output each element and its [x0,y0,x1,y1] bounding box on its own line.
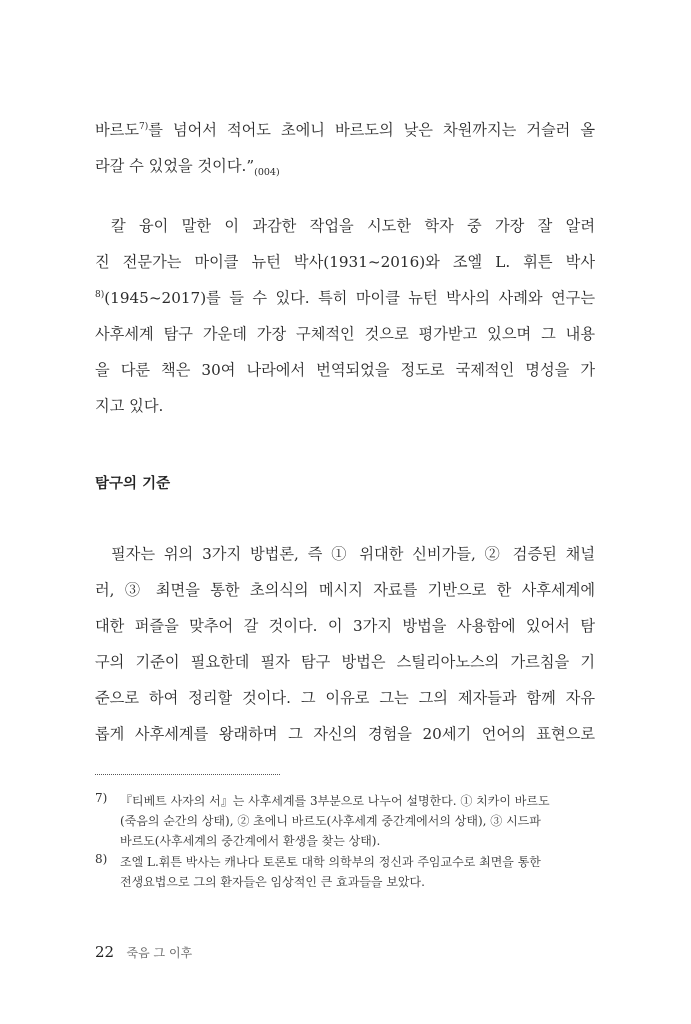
page-number: 22 [95,943,115,961]
running-title: 죽음 그 이후 [126,946,193,960]
text-run: (1945~2017)를 들 수 있다. 특히 마이클 뉴턴 박사의 사례와 연구는 [104,289,595,307]
text-run: 를 넘어서 적어도 초에니 바르도의 낮은 차원까지는 거슬러 올 [148,121,595,139]
footnote-separator [95,774,280,775]
text-line: 대한 퍼즐을 맞추어 갈 것이다. 이 3가지 방법을 사용함에 있어서 탐 [95,617,595,635]
paragraph-criteria [95,536,595,752]
text-line: 필자는 위의 3가지 방법론, 즉 ① 위대한 신비가들, ② 검증된 채널 [111,545,595,563]
footnote-line: 전생요법으로 그의 환자들은 임상적인 큰 효과들을 보았다. [120,875,425,889]
section-heading: 탐구의 기준 [95,476,171,492]
footnote-number: 8) [95,852,108,866]
text-line [95,148,595,184]
text-line: 진 전문가는 마이클 뉴턴 박사(1931~2016)와 조엘 L. 휘튼 박사 [95,253,595,271]
paragraph-researchers [95,208,595,424]
text-line: 준으로 하여 정리할 것이다. 그 이유로 그는 그의 제자들과 함께 자유 [95,689,595,707]
footnote-number: 7) [95,791,108,805]
footnote-ref-7: 7) [139,121,149,132]
text-line: 을 다룬 책은 30여 나라에서 번역되었을 정도로 국제적인 명성을 가 [95,361,595,379]
citation-ref: (004) [254,167,280,179]
page-footer [95,943,192,961]
footnote-ref-8: 8) [95,289,105,300]
footnote-line: (죽음의 순간의 상태), ② 초에니 바르도(사후세계 중간계에서의 상태), ③ 시드파 [120,814,541,828]
footnote-line: 조엘 L.휘튼 박사는 캐나다 토론토 대학 의학부의 정신과 주임교수로 최면을 통한 [120,855,541,869]
text-line: 칼 융이 말한 이 과감한 작업을 시도한 학자 중 가장 잘 알려 [111,217,595,235]
text-run: 라갈 수 있었을 것이다.” [95,157,255,175]
footnote-body [120,852,595,892]
text-line: 러, ③ 최면을 통한 초의식의 메시지 자료를 기반으로 한 사후세계에 [95,581,595,599]
text-line: 지고 있다. [95,397,164,415]
text-line: 롭게 사후세계를 왕래하며 그 자신의 경험을 20세기 언어의 표현으로 [95,725,595,743]
text-line: 사후세계 탐구 가운데 가장 구체적인 것으로 평가받고 있으며 그 내용 [95,325,595,343]
text-run: 바르도 [95,121,140,139]
footnote-line: 『티베트 사자의 서』는 사후세계를 3부분으로 나누어 설명한다. ① 치카이 바르도 [120,794,550,808]
text-line [95,280,595,316]
paragraph-continued-quote [95,112,595,184]
text-line: 구의 기준이 필요한데 필자 탐구 방법은 스틸리아노스의 가르침을 기 [95,653,595,671]
text-line [95,112,595,148]
footnote-line: 바르도(사후세계의 중간계에서 환생을 찾는 상태). [120,834,381,848]
footnote-body [120,791,595,851]
